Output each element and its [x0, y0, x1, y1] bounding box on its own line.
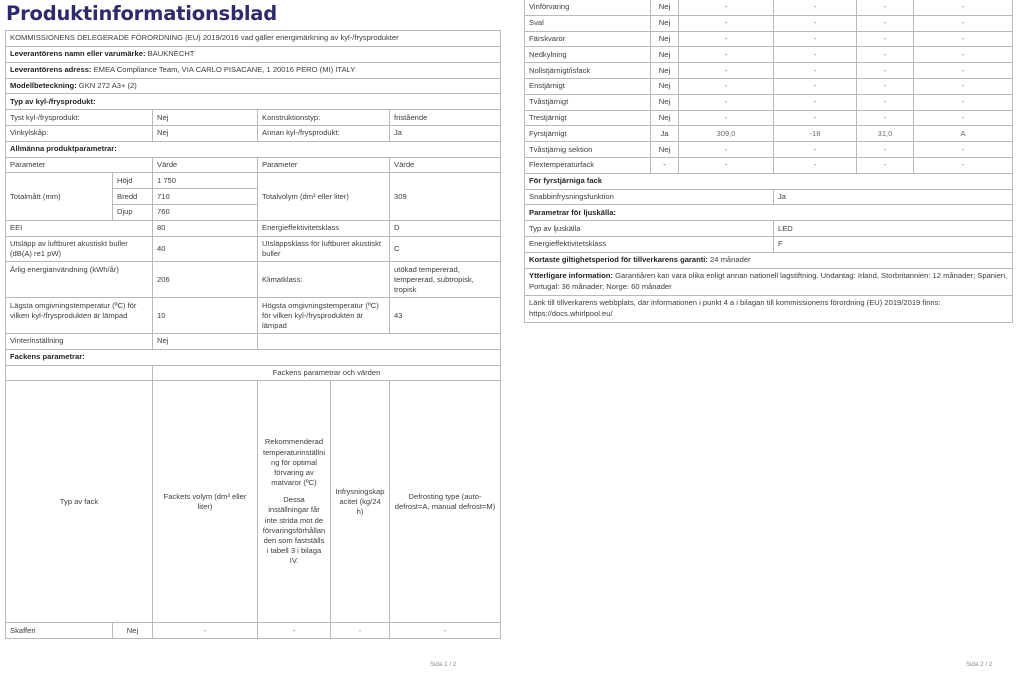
- light-source-heading-row: [525, 205, 1013, 221]
- compartment-type-row-4: Nollstjärnigt/isfack: [525, 63, 651, 79]
- col-header-compartment-type: Typ av fack: [6, 381, 153, 623]
- compartment-defrost-row-9: -: [914, 142, 1013, 158]
- dimension-width-label: Bredd: [113, 189, 153, 205]
- compartment-group-header-row: [6, 366, 501, 381]
- climate-class-value: utökad tempererad, tempererad, subtropisk, tropisk: [390, 262, 501, 298]
- col-header-recommended-temp: [258, 381, 331, 623]
- quiet-appliance-value: Nej: [153, 110, 258, 126]
- compartment-type-row-5: Enstjärnigt: [525, 78, 651, 94]
- compartment-freeze-row-1: -: [857, 15, 914, 31]
- compartment-defrost-row-4: -: [914, 63, 1013, 79]
- eei-value: 80: [153, 220, 258, 236]
- general-col-header-row: [6, 157, 501, 173]
- model-label: Modellbeteckning:: [10, 81, 77, 91]
- eei-label: EEI: [6, 220, 153, 236]
- total-volume-value: 309: [390, 173, 501, 220]
- warranty-value: 24 månader: [710, 255, 751, 265]
- compartment-freeze-row-0: -: [857, 0, 914, 15]
- compartment-volume-row-4: -: [679, 63, 774, 79]
- winter-setting-empty: [258, 334, 501, 350]
- compartment-type-row-1: Sval: [525, 15, 651, 31]
- compartment-col-header-row: [6, 381, 501, 623]
- compartment-defrost-row-10: -: [914, 157, 1013, 173]
- min-ambient-temp-label: Lägsta omgivningstemperatur (ºC) för vilken kyl-/frysprodukten är lämpad: [6, 298, 153, 334]
- energy-class-value: D: [390, 220, 501, 236]
- type-section-heading-row: [6, 94, 501, 110]
- compartment-temp-row-2: -: [774, 31, 857, 47]
- page-footer-two: Sida 2 / 2: [966, 661, 993, 668]
- compartment-volume-row-7: -: [679, 110, 774, 126]
- compartment-volume-row-8: 309,0: [679, 126, 774, 142]
- energy-class-label: Energieffektivitetsklass: [258, 220, 390, 236]
- supplier-name-cell: [6, 47, 501, 63]
- construction-type-label: Konstruktionstyp:: [258, 110, 390, 126]
- compartment-temp-row-10: -: [774, 157, 857, 173]
- compartment-type-row-2: Färskvaror: [525, 31, 651, 47]
- compartment-defrost-row-3: -: [914, 47, 1013, 63]
- compartment-freeze-row-2: -: [857, 31, 914, 47]
- compartment-type-row-0: Vinförvaring: [525, 0, 651, 15]
- compartment-volume-row-5: -: [679, 78, 774, 94]
- compartment-type-row-10: Flextemperaturfack: [525, 157, 651, 173]
- compartment-defrost-row-7: -: [914, 110, 1013, 126]
- table-row: [525, 221, 1013, 237]
- other-appliance-value: Ja: [390, 126, 501, 142]
- supplier-address-value: EMEA Compliance Team, VIA CARLO PISACANE, 1 20016 PERO (MI) ITALY: [93, 65, 356, 75]
- table-row: [6, 173, 501, 189]
- dimension-depth-label: Djup: [113, 205, 153, 221]
- compartment-freeze-pantry: -: [331, 623, 390, 639]
- col-header-recommended-temp-main: Rekommenderad temperaturinställning för optimal förvaring av matvaror (ºC): [262, 437, 326, 488]
- compartment-temp-row-1: -: [774, 15, 857, 31]
- table-row: [525, 0, 1013, 15]
- page-footer-one: Sida 1 / 2: [430, 661, 457, 668]
- compartment-temp-row-0: -: [774, 0, 857, 15]
- dimension-height-label: Höjd: [113, 173, 153, 189]
- other-appliance-label: Annan kyl-/frysprodukt:: [258, 126, 390, 142]
- light-source-type-label: Typ av ljuskälla: [525, 221, 774, 237]
- compartment-defrost-row-2: -: [914, 31, 1013, 47]
- table-row: [525, 15, 1013, 31]
- compartment-type-row-7: Trestjärnigt: [525, 110, 651, 126]
- model-value: GKN 272 A3+ (2): [78, 81, 137, 91]
- page-two: [524, 0, 1012, 323]
- quiet-appliance-label: Tyst kyl-/frysprodukt:: [6, 110, 153, 126]
- col-header-value-right: Värde: [390, 157, 501, 173]
- compartment-type-row-9: Tvåstjärnig sektion: [525, 142, 651, 158]
- table-row: [525, 47, 1013, 63]
- noise-emission-value: 40: [153, 236, 258, 262]
- compartment-volume-row-9: -: [679, 142, 774, 158]
- additional-info-cell: [525, 268, 1013, 295]
- additional-info-row: [525, 268, 1013, 295]
- supplier-address-row: [6, 62, 501, 78]
- overall-dimensions-label: Totalmått (mm): [6, 173, 113, 220]
- additional-info-text: Garantiåren kan vara olika enligt annan nationell lagstiftning. Undantag: Irland, Storbritannien: 12 månader; Spanien, Portugal: 36 månader; Norge: 60 månader: [529, 270, 1008, 291]
- supplier-name-row: [6, 47, 501, 63]
- fast-freeze-value: Ja: [774, 189, 1013, 205]
- col-header-value-left: Värde: [153, 157, 258, 173]
- compartment-freeze-row-3: -: [857, 47, 914, 63]
- dimension-depth-value: 760: [153, 205, 258, 221]
- compartment-present-row-6: Nej: [651, 94, 679, 110]
- compartment-temp-row-8: -18: [774, 126, 857, 142]
- dimension-height-value: 1 750: [153, 173, 258, 189]
- compartment-defrost-pantry: -: [390, 623, 501, 639]
- additional-info-label: Ytterligare information:: [529, 270, 613, 280]
- page-one: [5, 0, 500, 639]
- noise-class-value: C: [390, 236, 501, 262]
- compartment-freeze-row-8: 31,0: [857, 126, 914, 142]
- table-row: [6, 298, 501, 334]
- wine-cabinet-value: Nej: [153, 126, 258, 142]
- compartment-temp-row-3: -: [774, 47, 857, 63]
- website-link-cell: [525, 295, 1013, 322]
- noise-class-label: Utsläppsklass för luftburet akustiskt buller: [258, 236, 390, 262]
- col-header-defrost-type: Defrosting type (auto-defrost=A, manual defrost=M): [390, 381, 501, 623]
- supplier-name-value: BAUKNECHT: [147, 49, 195, 59]
- compartment-defrost-row-6: -: [914, 94, 1013, 110]
- compartment-volume-row-10: -: [679, 157, 774, 173]
- type-section-heading: Typ av kyl-/frysprodukt:: [6, 94, 501, 110]
- compartment-volume-row-6: -: [679, 94, 774, 110]
- max-ambient-temp-value: 43: [390, 298, 501, 334]
- annual-energy-label: Årlig energianvändning (kWh/år): [6, 262, 153, 298]
- table-row: [6, 110, 501, 126]
- warranty-cell: [525, 252, 1013, 268]
- compartment-freeze-row-9: -: [857, 142, 914, 158]
- annual-energy-value: 206: [153, 262, 258, 298]
- compartment-type-row-6: Tvåstjärnigt: [525, 94, 651, 110]
- regulation-row: [6, 30, 501, 47]
- compartment-temp-row-6: -: [774, 94, 857, 110]
- compartment-temp-row-5: -: [774, 78, 857, 94]
- regulation-text: KOMMISSIONENS DELEGERADE FÖRORDNING (EU) 2019/2016 vad gäller energimärkning av kyl-/frysprodukter: [6, 30, 501, 47]
- compartment-present-row-2: Nej: [651, 31, 679, 47]
- col-header-parameter-right: Parameter: [258, 157, 390, 173]
- general-section-heading-row: [6, 141, 501, 157]
- winter-setting-label: Vinterinställning: [6, 334, 153, 350]
- col-header-recommended-temp-note: Dessa inställningar får inte strida mot de förvaringsförhållanden som fastställs i tabell 3 i bilaga IV.: [262, 495, 326, 566]
- warranty-label: Kortaste giltighetsperiod för tillverkarens garanti:: [529, 255, 708, 265]
- compartment-table: [5, 366, 501, 639]
- compartment-present-row-5: Nej: [651, 78, 679, 94]
- table-row: [525, 189, 1013, 205]
- max-ambient-temp-label: Högsta omgivningstemperatur (ºC) för vilken kyl-/frysprodukten är lämpad: [258, 298, 390, 334]
- dimension-width-value: 710: [153, 189, 258, 205]
- light-source-class-label: Energieffektivitetsklass: [525, 236, 774, 252]
- warranty-row: [525, 252, 1013, 268]
- compartment-temp-row-7: -: [774, 110, 857, 126]
- table-row: [525, 94, 1013, 110]
- compartment-type-pantry: Skafferi: [6, 623, 113, 639]
- wine-cabinet-label: Vinkylskåp:: [6, 126, 153, 142]
- table-row: [6, 334, 501, 350]
- compartment-defrost-row-0: -: [914, 0, 1013, 15]
- compartment-present-row-7: Nej: [651, 110, 679, 126]
- compartment-present-row-9: Nej: [651, 142, 679, 158]
- compartment-temp-row-9: -: [774, 142, 857, 158]
- compartment-present-row-4: Nej: [651, 63, 679, 79]
- compartment-present-row-10: -: [651, 157, 679, 173]
- compartment-present-row-0: Nej: [651, 0, 679, 15]
- model-row: [6, 78, 501, 94]
- compartment-volume-row-1: -: [679, 15, 774, 31]
- compartment-defrost-row-5: -: [914, 78, 1013, 94]
- website-link-text: Länk till tillverkarens webbplats, där informationen i punkt 4 a i bilagan till kommissionens förordning (EU) 2019/2019 finns:: [529, 298, 941, 308]
- compartment-present-row-3: Nej: [651, 47, 679, 63]
- table-row: [525, 63, 1013, 79]
- compartment-freeze-row-4: -: [857, 63, 914, 79]
- compartment-freeze-row-10: -: [857, 157, 914, 173]
- header-table: [5, 30, 501, 366]
- light-source-class-value: F: [774, 236, 1013, 252]
- winter-setting-value: Nej: [153, 334, 258, 350]
- supplier-address-label: Leverantörens adress:: [10, 65, 92, 75]
- min-ambient-temp-value: 10: [153, 298, 258, 334]
- total-volume-label: Totalvolym (dm³ eller liter): [258, 173, 390, 220]
- col-header-freezing-capacity: Infrysningskapacitet (kg/24 h): [331, 381, 390, 623]
- table-row: [525, 110, 1013, 126]
- table-row: [525, 126, 1013, 142]
- noise-emission-label: Utsläpp av luftburet akustiskt buller (dB(A) re1 pW): [6, 236, 153, 262]
- table-row: [6, 623, 501, 639]
- compartment-type-row-8: Fyrstjärnigt: [525, 126, 651, 142]
- compartment-freeze-row-5: -: [857, 78, 914, 94]
- table-row: [525, 142, 1013, 158]
- compartment-type-row-3: Nedkylning: [525, 47, 651, 63]
- table-row: [525, 236, 1013, 252]
- col-header-parameter-left: Parameter: [6, 157, 153, 173]
- compartment-volume-pantry: -: [153, 623, 258, 639]
- table-row: [525, 31, 1013, 47]
- compartment-present-row-8: Ja: [651, 126, 679, 142]
- website-link-row: [525, 295, 1013, 322]
- fast-freeze-label: Snabbinfrysningsfunktion: [525, 189, 774, 205]
- table-row: [6, 236, 501, 262]
- compartment-volume-row-3: -: [679, 47, 774, 63]
- col-header-compartment-volume: Fackets volym (dm³ eller liter): [153, 381, 258, 623]
- light-source-type-value: LED: [774, 221, 1013, 237]
- compartment-volume-row-2: -: [679, 31, 774, 47]
- table-row: [6, 126, 501, 142]
- compartment-present-row-1: Nej: [651, 15, 679, 31]
- compartment-defrost-row-8: A: [914, 126, 1013, 142]
- four-star-heading: För fyrstjärniga fack: [525, 174, 1013, 189]
- page-title: Produktinformationsblad: [6, 2, 278, 25]
- table-row: [525, 78, 1013, 94]
- compartment-section-heading: Fackens parametrar:: [6, 349, 501, 365]
- light-source-heading: Parametrar för ljuskälla:: [525, 205, 1013, 221]
- climate-class-label: Klimatklass:: [258, 262, 390, 298]
- four-star-heading-row: [525, 174, 1013, 189]
- compartment-group-blank: [6, 366, 153, 381]
- compartment-section-heading-row: [6, 349, 501, 365]
- table-row: [6, 220, 501, 236]
- compartment-volume-row-0: -: [679, 0, 774, 15]
- compartment-group-header: Fackens parametrar och värden: [153, 366, 501, 381]
- model-cell: [6, 78, 501, 94]
- general-section-heading: Allmänna produktparametrar:: [6, 141, 501, 157]
- construction-type-value: fristående: [390, 110, 501, 126]
- compartment-freeze-row-6: -: [857, 94, 914, 110]
- compartment-table-continued: [524, 0, 1013, 174]
- supplier-address-cell: [6, 62, 501, 78]
- four-star-and-light-table: [524, 174, 1013, 323]
- compartment-freeze-row-7: -: [857, 110, 914, 126]
- compartment-temp-pantry: -: [258, 623, 331, 639]
- website-link-url[interactable]: https://docs.whirlpool.eu/: [529, 309, 613, 319]
- table-row: [6, 262, 501, 298]
- compartment-present-pantry: Nej: [113, 623, 153, 639]
- compartment-defrost-row-1: -: [914, 15, 1013, 31]
- supplier-name-label: Leverantörens namn eller varumärke:: [10, 49, 146, 59]
- table-row: [525, 157, 1013, 173]
- compartment-temp-row-4: -: [774, 63, 857, 79]
